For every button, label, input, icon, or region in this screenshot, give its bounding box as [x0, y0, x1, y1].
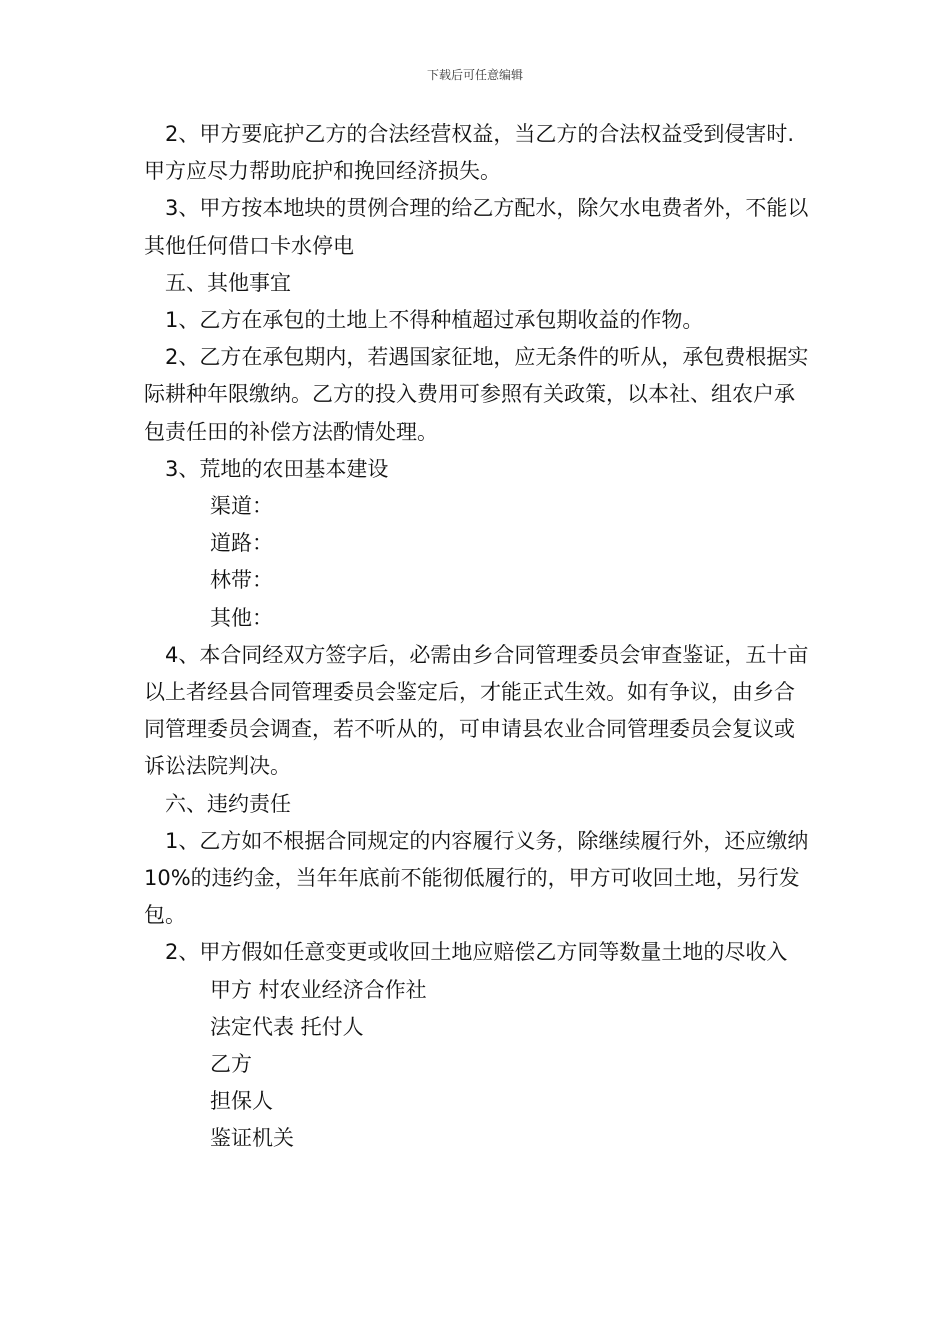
section-heading: 五、其他事宜 [165, 270, 291, 295]
clause-paragraph: 1、乙方如不根据合同规定的内容履行义务，除继续履行外，还应缴纳 10%的违约金，当年年底前不能彻低履行的，甲方可收回土地，另行发包。 [144, 828, 809, 928]
clause-paragraph: 3、荒地的农田基本建设 [165, 456, 389, 481]
field-label-other: 其他： [210, 605, 273, 630]
clause-paragraph: 1、乙方在承包的土地上不得种植超过承包期收益的作物。 [165, 308, 704, 333]
document-body [144, 116, 812, 1158]
section-heading: 六、违约责任 [165, 791, 291, 816]
page-header: 下载后可任意编辑 [426, 68, 523, 82]
clause-paragraph: 3、甲方按本地块的贯例合理的给乙方配水，除欠水电费者外，不能以其他任何借口卡水停电 [144, 196, 809, 258]
clause-paragraph: 2、乙方在承包期内，若遇国家征地，应无条件的听从，承包费根据实际耕种年限缴纳。乙方的投入费用可参照有关政策，以本社、组农户承包责任田的补偿方法酌情处理。 [144, 345, 809, 444]
field-label-road: 道路： [210, 531, 273, 556]
clause-paragraph: 2、甲方假如任意变更或收回土地应赔偿乙方同等数量土地的尽收入 [165, 940, 788, 965]
signature-line-party-b: 乙方 [210, 1052, 252, 1077]
signature-line-party-a: 甲方 村农业经济合作社 [210, 977, 427, 1002]
signature-line-representative: 法定代表 托付人 [210, 1014, 364, 1039]
signature-line-certifier: 鉴证机关 [210, 1126, 294, 1151]
clause-paragraph: 2、甲方要庇护乙方的合法经营权益，当乙方的合法权益受到侵害时.甲方应尽力帮助庇护和挽回经济损失。 [144, 122, 795, 184]
signature-line-guarantor: 担保人 [210, 1089, 273, 1114]
field-label-forest-belt: 林带： [210, 568, 273, 593]
clause-paragraph: 4、本合同经双方签字后，必需由乡合同管理委员会审查鉴证，五十亩以上者经县合同管理委员会鉴定后，才能正式生效。如有争议，由乡合同管理委员会调查，若不听从的，可申请县农业合同管理委员会复议或诉讼法院判决。 [144, 642, 809, 779]
field-label-canal: 渠道： [210, 494, 273, 519]
